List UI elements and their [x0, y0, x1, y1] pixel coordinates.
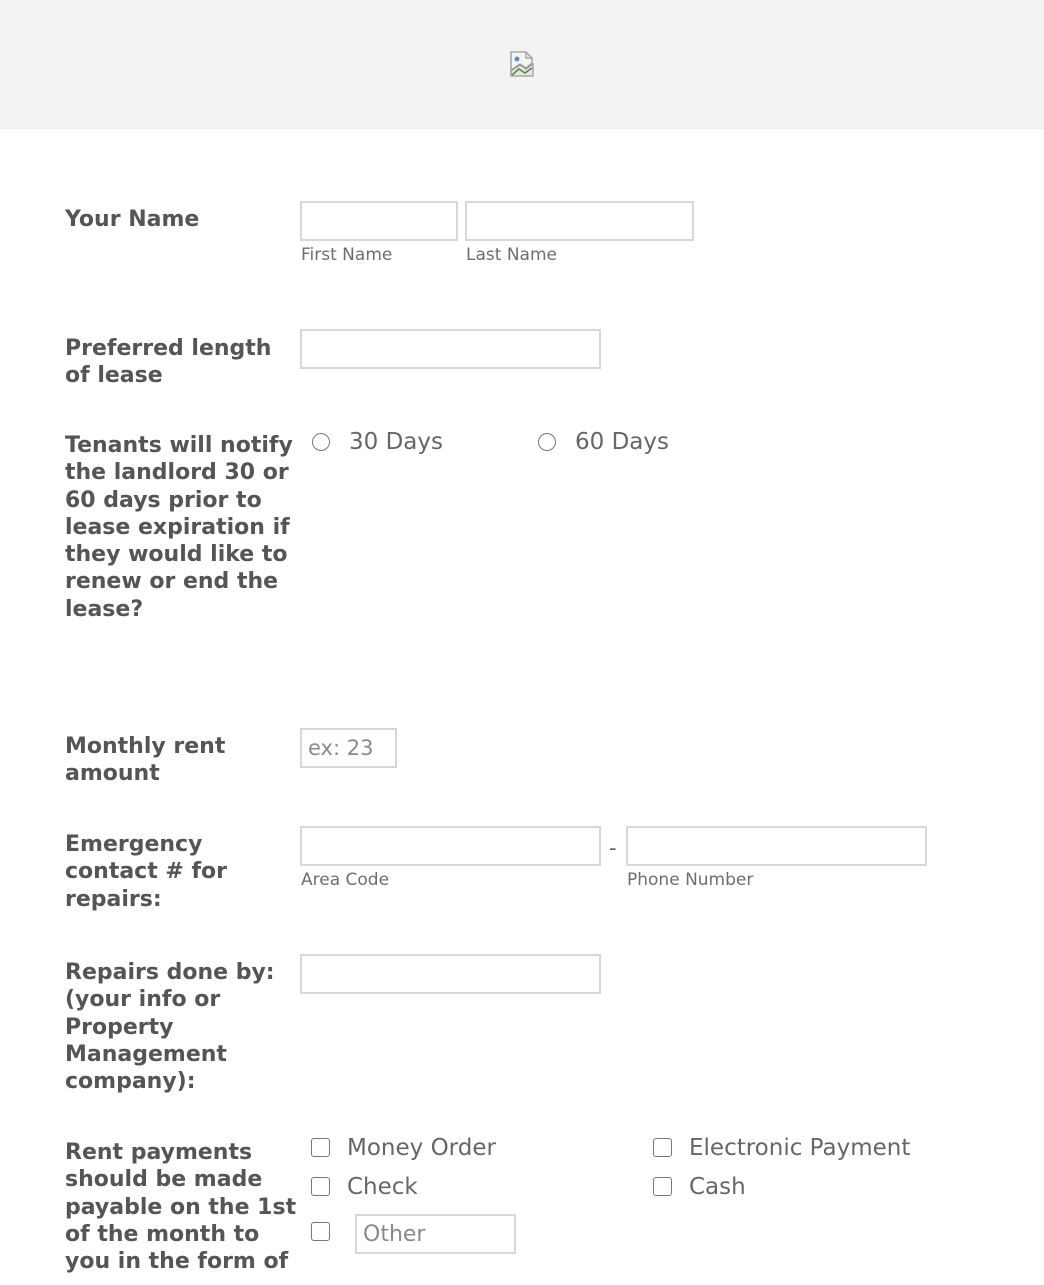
rent-label: Monthly rent amount: [65, 734, 226, 787]
last-name-sublabel: Last Name: [466, 245, 557, 265]
checkbox-cash[interactable]: [653, 1177, 672, 1196]
radio-60-days-label: 60 Days: [575, 429, 669, 455]
checkbox-check[interactable]: [311, 1177, 330, 1196]
phone-number-sublabel: Phone Number: [627, 870, 754, 890]
checkbox-other[interactable]: [311, 1222, 330, 1241]
rent-amount-input[interactable]: [300, 728, 397, 768]
electronic-payment-label: Electronic Payment: [689, 1135, 911, 1161]
repairs-label: Repairs done by: (your info or Property Management company):: [65, 960, 275, 1095]
repairs-input[interactable]: [300, 954, 601, 994]
area-code-sublabel: Area Code: [301, 870, 390, 890]
cash-label: Cash: [689, 1174, 746, 1200]
money-order-label: Money Order: [347, 1135, 496, 1161]
checkbox-electronic-payment[interactable]: [653, 1138, 672, 1157]
check-label: Check: [347, 1174, 418, 1200]
phone-separator: -: [609, 836, 617, 860]
lease-length-input[interactable]: [300, 329, 601, 369]
form-header: [0, 0, 1044, 129]
radio-30-days[interactable]: [312, 433, 330, 451]
payment-label: Rent payments should be made payable on the 1st of the month to you in the form of: [65, 1140, 297, 1275]
radio-60-days[interactable]: [538, 433, 556, 451]
lease-length-label: Preferred length of lease: [65, 336, 272, 389]
radio-30-days-label: 30 Days: [349, 429, 443, 455]
phone-number-input[interactable]: [626, 826, 927, 866]
checkbox-money-order[interactable]: [311, 1138, 330, 1157]
notice-label: Tenants will notify the landlord 30 or 60 days prior to lease expiration if they would like to renew or end the lease?: [65, 433, 293, 622]
other-payment-input[interactable]: [355, 1214, 516, 1254]
broken-image-icon: [509, 51, 535, 77]
first-name-input[interactable]: [300, 201, 458, 241]
emergency-label: Emergency contact # for repairs:: [65, 832, 228, 912]
first-name-sublabel: First Name: [301, 245, 393, 265]
area-code-input[interactable]: [300, 826, 601, 866]
last-name-input[interactable]: [465, 201, 694, 241]
name-label: Your Name: [65, 207, 200, 232]
